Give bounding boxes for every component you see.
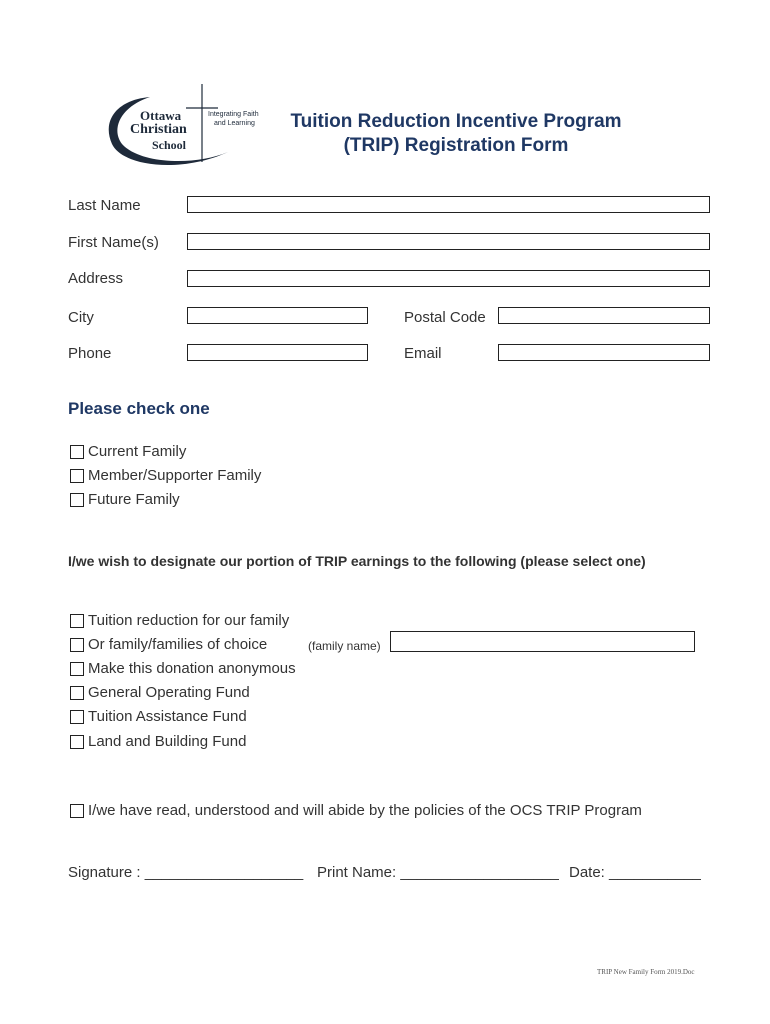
postal-code-label: Postal Code <box>404 309 486 326</box>
option-label: Or family/families of choice <box>88 636 268 653</box>
school-logo <box>100 82 280 172</box>
checkbox[interactable] <box>70 735 84 749</box>
option-current-family[interactable] <box>70 443 186 460</box>
first-name-field[interactable] <box>187 233 710 250</box>
checkbox[interactable] <box>70 469 84 483</box>
option-tuition-reduction[interactable] <box>70 612 289 629</box>
email-field[interactable] <box>498 344 710 361</box>
form-title-line1: Tuition Reduction Incentive Program <box>290 111 622 132</box>
logo-tagline-2: and Learning <box>214 120 255 127</box>
option-label: Tuition reduction for our family <box>88 612 290 629</box>
option-tuition-assistance-fund[interactable] <box>70 708 247 725</box>
option-member-supporter-family[interactable] <box>70 467 261 484</box>
email-label: Email <box>404 345 442 362</box>
last-name-field[interactable] <box>187 196 710 213</box>
date-field[interactable]: Date: ___________ <box>569 864 701 881</box>
city-field[interactable] <box>187 307 368 324</box>
postal-code-field[interactable] <box>498 307 710 324</box>
address-field[interactable] <box>187 270 710 287</box>
option-label: Member/Supporter Family <box>88 467 262 484</box>
city-label: City <box>68 309 94 326</box>
family-name-field[interactable] <box>390 631 695 652</box>
form-title-line2: (TRIP) Registration Form <box>343 135 569 156</box>
checkbox[interactable] <box>70 662 84 676</box>
logo-text-line3: School <box>152 138 187 152</box>
option-label: Current Family <box>88 443 187 460</box>
option-land-building-fund[interactable] <box>70 733 246 750</box>
checkbox[interactable] <box>70 493 84 507</box>
agreement-option[interactable] <box>70 802 642 819</box>
option-future-family[interactable] <box>70 491 180 508</box>
phone-field[interactable] <box>187 344 368 361</box>
option-general-operating-fund[interactable] <box>70 684 250 701</box>
footer-filename: TRIP New Family Form 2019.Doc <box>597 968 695 976</box>
logo-tagline-1: Integrating Faith <box>208 111 259 118</box>
logo-text-line2: Christian <box>130 122 187 137</box>
checkbox[interactable] <box>70 445 84 459</box>
signature-field[interactable]: Signature : ___________________ <box>68 864 304 881</box>
option-label: Tuition Assistance Fund <box>88 708 247 725</box>
option-label: Land and Building Fund <box>88 733 247 750</box>
option-label: Future Family <box>88 491 180 508</box>
agreement-label: I/we have read, understood and will abide by the policies of the OCS TRIP Program <box>88 802 642 819</box>
print-name-field[interactable]: Print Name: ___________________ <box>317 864 559 881</box>
checkbox[interactable] <box>70 710 84 724</box>
first-name-label: First Name(s) <box>68 234 159 251</box>
checkbox[interactable] <box>70 686 84 700</box>
option-anonymous[interactable] <box>70 660 296 677</box>
address-label: Address <box>68 270 124 287</box>
family-type-heading: Please check one <box>68 399 210 418</box>
family-name-hint: (family name) <box>308 639 381 653</box>
option-family-of-choice[interactable] <box>70 636 267 653</box>
last-name-label: Last Name <box>68 197 141 214</box>
logo-text-line1: Ottawa <box>140 108 182 123</box>
phone-label: Phone <box>68 345 112 362</box>
checkbox[interactable] <box>70 614 84 628</box>
designation-heading: I/we wish to designate our portion of TRIP earnings to the following (please select one) <box>68 553 646 569</box>
checkbox[interactable] <box>70 804 84 818</box>
checkbox[interactable] <box>70 638 84 652</box>
option-label: General Operating Fund <box>88 684 250 701</box>
option-label: Make this donation anonymous <box>88 660 296 677</box>
